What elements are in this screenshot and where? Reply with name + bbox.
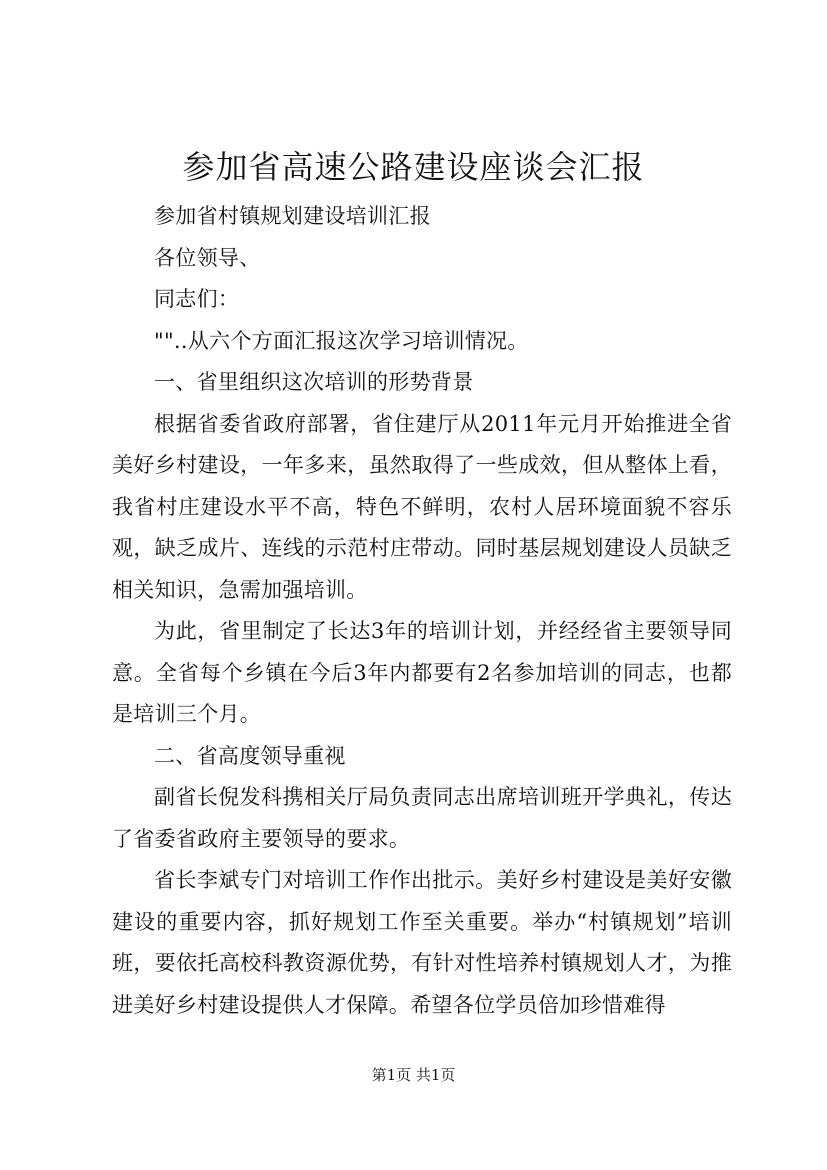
paragraph-report-heading: 参加省村镇规划建设培训汇报 — [154, 204, 431, 228]
paragraph-training-plan: 为此，省里制定了长达3年的培训计划，并经经省主要领导同意。全省每个乡镇在今后3年内都要有2名参加培训的同志，也都是培训三个月。 — [112, 619, 732, 726]
paragraph-salutation-leaders: 各位领导、 — [154, 245, 261, 270]
paragraph-governor-instruction: 省长李斌专门对培训工作作出批示。美好乡村建设是美好安徽建设的重要内容，抓好规划工作至关重要。举办“村镇规划”培训班，要依托高校科教资源优势，有针对性培养村镇规划人才，为推进美好乡村建设提供人才保障。希望各位学员倍加珍惜难得 — [112, 868, 732, 1017]
paragraph-opening-ceremony: 副省长倪发科携相关厅局负责同志出席培训班开学典礼，传达了省委省政府主要领导的要求。 — [112, 785, 732, 851]
paragraph-salutation-comrades: 同志们： — [154, 287, 240, 311]
page-footer: 第1页 共1页 — [371, 1066, 456, 1084]
document-body — [112, 196, 732, 1026]
paragraph-background: 根据省委省政府部署，省住建厅从2011年元月开始推进全省美好乡村建设，一年多来，虽然取得了一些成效，但从整体上看，我省村庄建设水平不高，特色不鲜明，农村人居环境面貌不容乐观，缺乏成片、连线的示范村庄带动。同时基层规划建设人员缺乏相关知识，急需加强培训。 — [112, 411, 732, 602]
document-title: 参加省高速公路建设座谈会汇报 — [182, 148, 645, 186]
paragraph-intro: ""..从六个方面汇报这次学习培训情况。 — [154, 328, 529, 353]
section-heading-2: 二、省高度领导重视 — [154, 743, 346, 768]
section-heading-1: 一、省里组织这次培训的形势背景 — [154, 370, 474, 394]
